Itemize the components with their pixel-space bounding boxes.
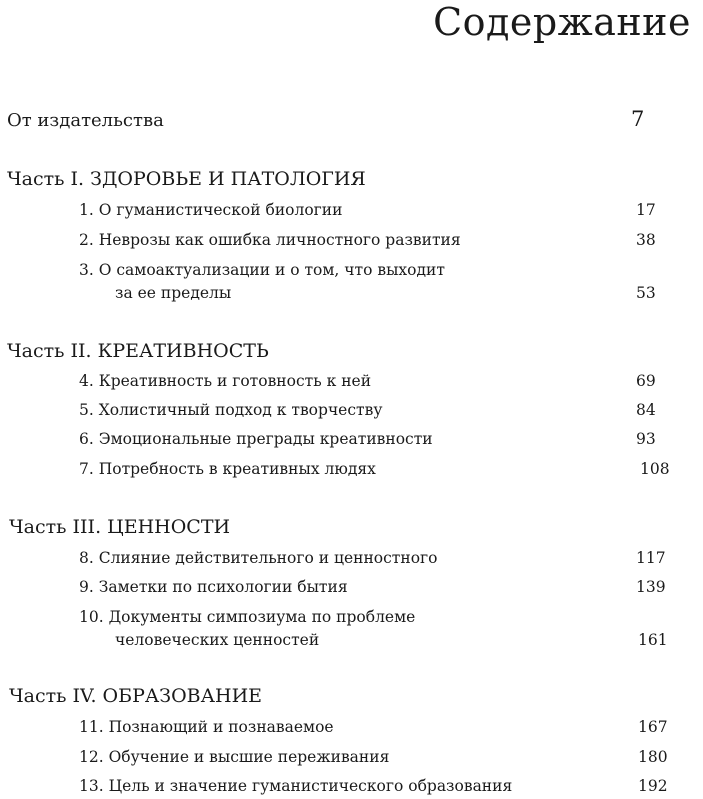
chapter-label: 5. Холистичный подход к творчеству	[79, 401, 383, 419]
chapter-label: 3. О самоактуализации и о том, что выходит	[79, 261, 445, 279]
chapter-page: 192	[638, 777, 668, 795]
chapter-page: 139	[636, 578, 666, 596]
chapter-label: 9. Заметки по психологии бытия	[79, 578, 348, 596]
chapter-page: 108	[640, 460, 670, 478]
chapter-label: 7. Потребность в креативных людях	[79, 460, 376, 478]
chapter-label: 1. О гуманистической биологии	[79, 201, 343, 219]
chapter-page: 117	[636, 549, 666, 567]
chapter-page: 53	[636, 284, 656, 302]
chapter-label: 13. Цель и значение гуманистического образования	[79, 777, 513, 795]
chapter-label-continuation: человеческих ценностей	[115, 631, 320, 649]
chapter-page: 93	[636, 430, 656, 448]
part-heading: Часть IV. ОБРАЗОВАНИЕ	[9, 685, 263, 707]
chapter-label-continuation: за ее пределы	[115, 284, 232, 302]
chapter-page: 180	[638, 748, 668, 766]
chapter-page: 69	[636, 372, 656, 390]
front-matter-label: От издательства	[7, 110, 164, 131]
chapter-label: 12. Обучение и высшие переживания	[79, 748, 390, 766]
chapter-page: 161	[638, 631, 668, 649]
part-heading: Часть I. ЗДОРОВЬЕ И ПАТОЛОГИЯ	[7, 168, 366, 190]
chapter-page: 38	[636, 231, 656, 249]
chapter-label: 8. Слияние действительного и ценностного	[79, 549, 438, 567]
front-matter-page: 7	[631, 107, 645, 131]
chapter-label: 6. Эмоциональные преграды креативности	[79, 430, 433, 448]
chapter-label: 2. Неврозы как ошибка личностного развития	[79, 231, 461, 249]
part-heading: Часть II. КРЕАТИВНОСТЬ	[7, 340, 269, 362]
chapter-label: 11. Познающий и познаваемое	[79, 718, 334, 736]
part-heading: Часть III. ЦЕННОСТИ	[9, 516, 231, 538]
chapter-page: 167	[638, 718, 668, 736]
chapter-label: 10. Документы симпозиума по проблеме	[79, 608, 416, 626]
page-title: Содержание	[433, 0, 691, 44]
chapter-label: 4. Креативность и готовность к ней	[79, 372, 372, 390]
chapter-page: 17	[636, 201, 656, 219]
chapter-page: 84	[636, 401, 656, 419]
